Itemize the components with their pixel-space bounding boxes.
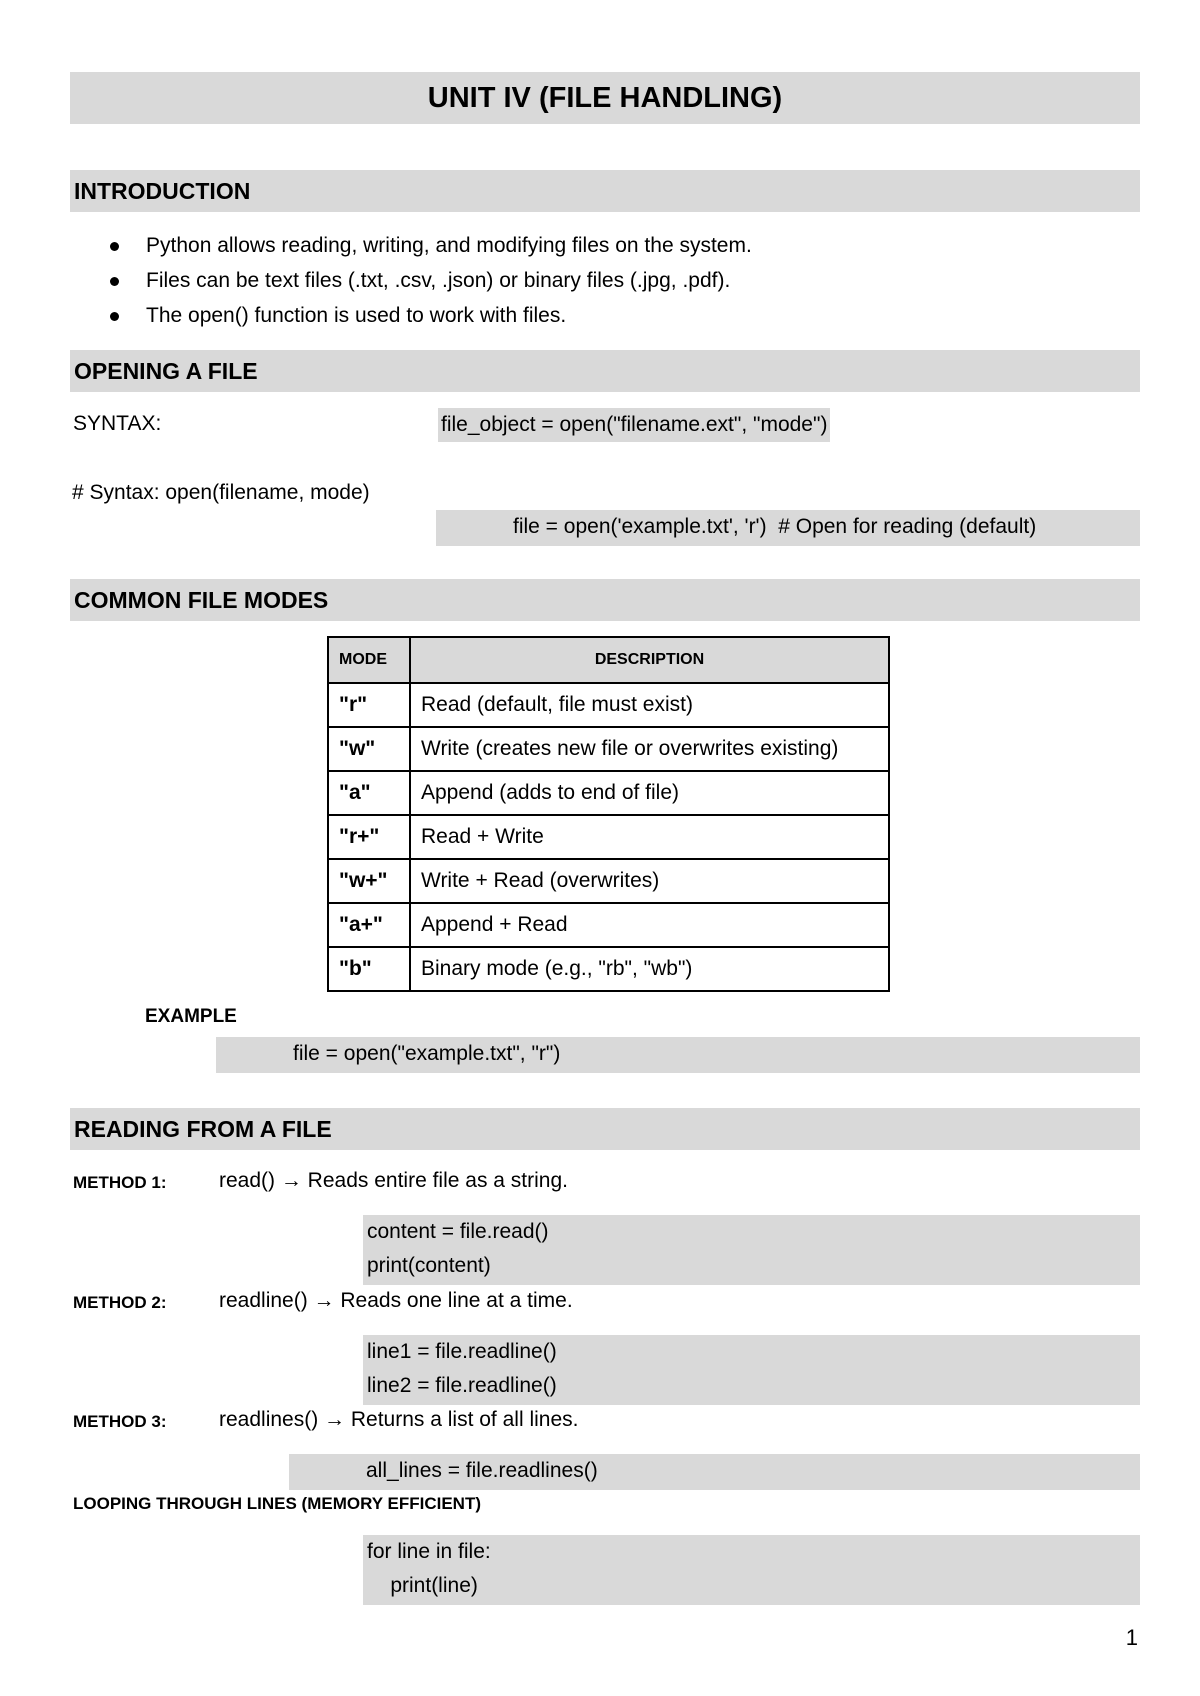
syntax-code: file_object = open("filename.ext", "mode"): [438, 408, 830, 442]
list-item: The open() function is used to work with files.: [100, 298, 752, 333]
method3-description: readlines() → Returns a list of all lines.: [219, 1408, 579, 1431]
syntax-comment: # Syntax: open(filename, mode): [72, 481, 370, 504]
description-cell: Append + Read: [410, 903, 889, 947]
syntax-label: SYNTAX:: [73, 412, 162, 435]
section-heading-modes: COMMON FILE MODES: [70, 579, 1140, 621]
table-row: [328, 683, 889, 727]
column-header-description: DESCRIPTION: [410, 637, 889, 683]
list-item: Files can be text files (.txt, .csv, .json) or binary files (.jpg, .pdf).: [100, 263, 752, 298]
method1-code: content = file.read() print(content): [363, 1215, 1140, 1285]
mode-cell: "a": [328, 771, 410, 815]
description-cell: Binary mode (e.g., "rb", "wb"): [410, 947, 889, 991]
section-heading-opening: OPENING A FILE: [70, 350, 1140, 392]
column-header-mode: MODE: [328, 637, 410, 683]
table-row: [328, 859, 889, 903]
example-label: EXAMPLE: [145, 1006, 237, 1027]
table-row: [328, 903, 889, 947]
method3-label: METHOD 3:: [73, 1412, 167, 1431]
file-modes-table: [327, 636, 890, 992]
loop-code: for line in file: print(line): [363, 1535, 1140, 1605]
mode-cell: "w+": [328, 859, 410, 903]
description-cell: Append (adds to end of file): [410, 771, 889, 815]
method2-label: METHOD 2:: [73, 1293, 167, 1312]
description-cell: Write + Read (overwrites): [410, 859, 889, 903]
page-title: UNIT IV (FILE HANDLING): [70, 72, 1140, 124]
loop-label: LOOPING THROUGH LINES (MEMORY EFFICIENT): [73, 1494, 481, 1513]
method1-description: read() → Reads entire file as a string.: [219, 1169, 568, 1192]
table-row: [328, 727, 889, 771]
table-row: [328, 947, 889, 991]
description-cell: Read + Write: [410, 815, 889, 859]
mode-cell: "r+": [328, 815, 410, 859]
open-example-code: file = open('example.txt', 'r') # Open for reading (default): [436, 510, 1140, 546]
mode-cell: "w": [328, 727, 410, 771]
table-header-row: [328, 637, 889, 683]
method3-code: all_lines = file.readlines(): [289, 1454, 1140, 1490]
table-row: [328, 815, 889, 859]
description-cell: Read (default, file must exist): [410, 683, 889, 727]
mode-cell: "a+": [328, 903, 410, 947]
method2-description: readline() → Reads one line at a time.: [219, 1289, 573, 1312]
mode-cell: "r": [328, 683, 410, 727]
mode-example-code: file = open("example.txt", "r"): [216, 1037, 1140, 1073]
table-row: [328, 771, 889, 815]
method1-label: METHOD 1:: [73, 1173, 167, 1192]
mode-cell: "b": [328, 947, 410, 991]
section-heading-introduction: INTRODUCTION: [70, 170, 1140, 212]
section-heading-reading: READING FROM A FILE: [70, 1108, 1140, 1150]
page-number: 1: [1125, 1625, 1138, 1650]
list-item: Python allows reading, writing, and modifying files on the system.: [100, 228, 752, 263]
description-cell: Write (creates new file or overwrites existing): [410, 727, 889, 771]
method2-code: line1 = file.readline() line2 = file.readline(): [363, 1335, 1140, 1405]
introduction-bullet-list: [100, 228, 752, 333]
